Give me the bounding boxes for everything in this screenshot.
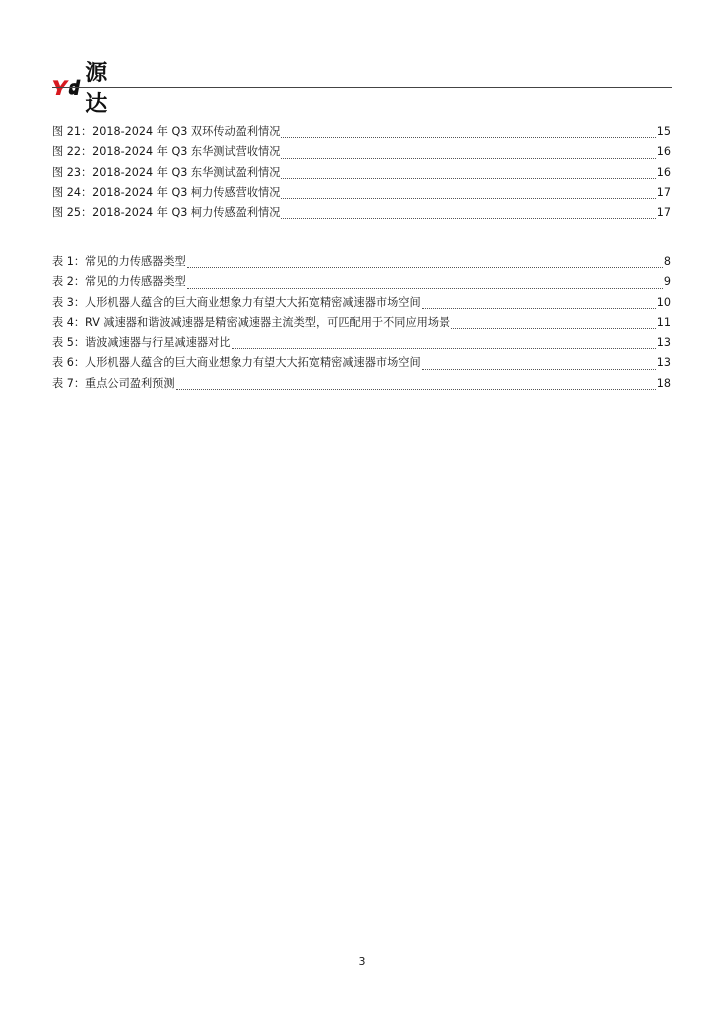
toc-entry-page: 13 <box>656 356 671 370</box>
toc-entry-label: 表 1：常见的力传感器类型 <box>52 255 186 268</box>
toc-entry-page: 18 <box>656 376 671 390</box>
logo-text: 源达 <box>85 61 109 117</box>
toc-entry-label: 图 24：2018-2024 年 Q3 柯力传感营收情况 <box>52 185 281 199</box>
dot-leader <box>187 288 663 289</box>
toc-entry-page: 11 <box>656 315 671 329</box>
toc-entry-label: 表 5：谐波减速器与行星减速器对比 <box>52 336 231 350</box>
toc-entry-page: 8 <box>663 255 671 268</box>
toc-entry-page: 10 <box>656 295 671 309</box>
tables-list <box>52 253 671 395</box>
toc-entry-label: 表 3：人形机器人蕴含的巨大商业想象力有望大大拓宽精密减速器市场空间 <box>52 295 421 309</box>
toc-row[interactable] <box>52 253 671 273</box>
toc-row[interactable] <box>52 273 671 293</box>
toc-entry-page: 13 <box>656 336 671 350</box>
dot-leader <box>232 348 656 349</box>
toc-row[interactable] <box>52 334 671 354</box>
toc-row[interactable] <box>52 164 671 184</box>
dot-leader <box>451 328 656 329</box>
toc-entry-label: 表 2：常见的力传感器类型 <box>52 275 186 289</box>
dot-leader <box>281 137 655 138</box>
toc-row[interactable] <box>52 123 671 143</box>
toc-entry-label: 表 4：RV 减速器和谐波减速器是精密减速器主流类型，可匹配用于不同应用场景 <box>52 315 451 329</box>
dot-leader <box>422 308 656 309</box>
dot-leader <box>422 369 656 370</box>
toc-row[interactable] <box>52 184 671 204</box>
figures-list <box>52 123 671 224</box>
toc-row[interactable] <box>52 354 671 374</box>
page-number: 3 <box>358 955 366 968</box>
toc-entry-page: 15 <box>656 125 671 138</box>
toc-row[interactable] <box>52 314 671 334</box>
dot-leader <box>187 267 663 268</box>
dot-leader <box>281 198 655 199</box>
toc-row[interactable] <box>52 143 671 163</box>
toc-entry-label: 图 23：2018-2024 年 Q3 东华测试盈利情况 <box>52 165 281 179</box>
dot-leader <box>281 218 655 219</box>
toc-entry-label: 表 6：人形机器人蕴含的巨大商业想象力有望大大拓宽精密减速器市场空间 <box>52 356 421 370</box>
toc-entry-page: 17 <box>656 185 671 199</box>
toc-entry-page: 17 <box>656 206 671 220</box>
toc-entry-page: 16 <box>656 145 671 159</box>
toc-row[interactable] <box>52 294 671 314</box>
toc-entry-label: 图 25：2018-2024 年 Q3 柯力传感盈利情况 <box>52 206 281 220</box>
dot-leader <box>281 158 655 159</box>
toc-row[interactable] <box>52 204 671 224</box>
toc-entry-page: 16 <box>656 165 671 179</box>
header-divider <box>52 87 672 88</box>
toc-entry-label: 图 21：2018-2024 年 Q3 双环传动盈利情况 <box>52 125 281 138</box>
dot-leader <box>281 178 655 179</box>
toc-entry-page: 9 <box>663 275 671 289</box>
toc-entry-label: 表 7：重点公司盈利预测 <box>52 376 175 390</box>
toc-entry-label: 图 22：2018-2024 年 Q3 东华测试营收情况 <box>52 145 281 159</box>
toc-row[interactable] <box>52 375 671 395</box>
dot-leader <box>176 389 656 390</box>
